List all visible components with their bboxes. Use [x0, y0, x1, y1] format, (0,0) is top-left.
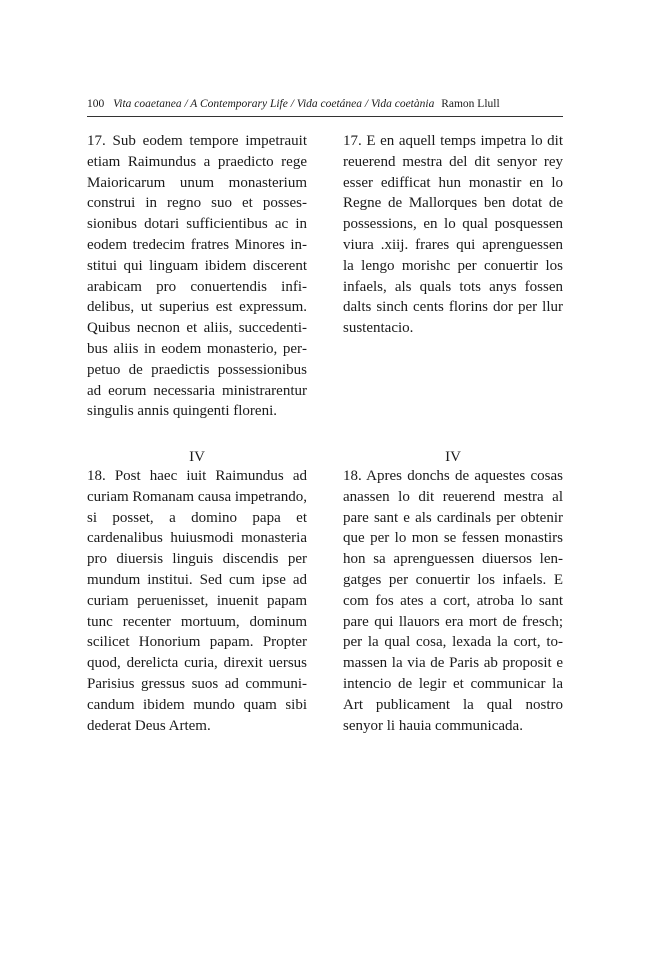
latin-paragraph-17: 17. Sub eodem tempore impetrauit etiam Raimundus a praedicto rege Maioricarum unum monasterium construi in regno suo et possessionibus dotari sufficientibus ac in eodem tredecim fratres Minores institui qui linguam ibidem discerent arabicam pro conuertendis infidelibus, ut superius est expressum. Quibus necnon et aliis, succedentibus aliis in eodem monasterio, perpetuo de praedictis possessionibus ad eorum necessaria ministrarentur singulis annis quingenti floreni.	[87, 133, 307, 420]
page-number: 100	[87, 98, 105, 110]
book-title: Vita coaetanea / A Contemporary Life / Vida coetánea / Vida coetània	[113, 98, 435, 110]
chapter-heading-catalan: IV	[445, 449, 461, 465]
author-name: Ramon Llull	[441, 98, 500, 110]
header-rule	[87, 116, 563, 117]
latin-paragraph-18: 18. Post haec iuit Raimundus ad curiam Romanam causa impetrando, si posset, a domino papa et cardenalibus huiusmodi monasteria pro diuersis linguis discendis per mundum institui. Sed cum ipse ad curiam peruenisset, inuenit papam tunc recenter mortuum, dominum scilicet Honorium papam. Propter quod, derelicta curia, direxit uersus Parisius gressus suos ad communicandum ibidem mundo quam sibi dederat Deus Artem.	[87, 468, 307, 734]
catalan-paragraph-17: 17. E en aquell temps impetra lo dit reuerend mestra del dit senyor rey esser edifficat hun monastir en lo Regne de Mallorques ben dotat de possessions, en lo qual posquessen viura .xiij. frares qui aprenguessen la lengo morishc per conuertir los infaels, als quals tots anys fossen dalts sinch cents florins dor per llur sustentacio.	[343, 133, 563, 337]
running-header	[87, 97, 563, 111]
catalan-paragraph-18: 18. Apres donchs de aquestes cosas anassen lo dit reuerend mestra al pare sant e als cardinals per obtenir que per lo mon se fessen monastirs hon sa aprenguessen diuersos lengatges per conuertir los infaels. E com fos ates a cort, atroba lo sant pare qui llauors era mort de fresch; per la qual cosa, lexada la cort, tomassen la via de Paris ab proposit e intencio de legir et communicar la Art publicament la qual nostro senyor li hauia communicada.	[343, 468, 563, 734]
chapter-heading-latin: IV	[189, 449, 205, 465]
